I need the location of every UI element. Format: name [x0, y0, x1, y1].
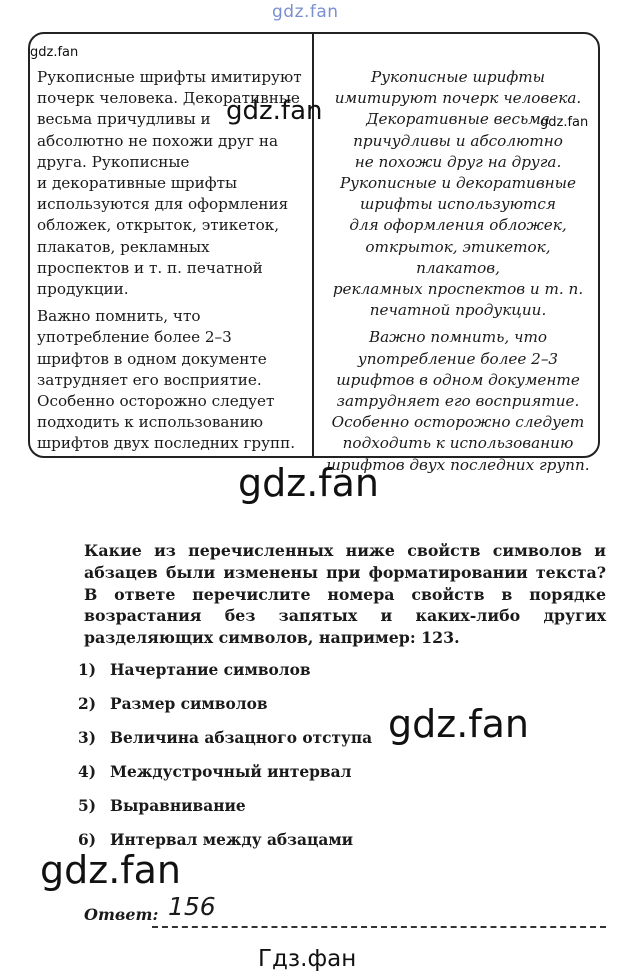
answer-label: Ответ:: [84, 905, 159, 924]
watermark-mid: gdz.fan: [226, 96, 323, 126]
table-text-line: шрифтов в одном документе: [37, 349, 267, 368]
option-item: [78, 797, 372, 831]
answer-line: [152, 926, 606, 928]
table-text-line: для оформления обложек,: [349, 216, 567, 235]
watermark-center: gdz.fan: [238, 461, 380, 505]
table-text-line: не похожи друг на друга.: [354, 152, 562, 171]
watermark-left: gdz.fan: [40, 848, 182, 892]
watermark-bottom: Гдз.фан: [258, 946, 357, 972]
left-paragraph-2: [37, 306, 307, 454]
watermark-box-right: gdz.fan: [540, 115, 589, 130]
table-text-line: Декоративные весьма: [366, 110, 550, 129]
option-number: 4): [78, 763, 96, 781]
table-text-line: весьма причудливы и: [37, 110, 211, 129]
option-label: Величина абзацного отступа: [110, 729, 373, 747]
table-text-line: Особенно осторожно следует: [331, 413, 585, 432]
question-text: Какие из перечисленных ниже свойств символов и абзацев были изменены при форматировании текста? В ответе перечислите номера свойств в порядке возрастания без запятых и каких-либо других разделяющих символов, например: 123.: [84, 541, 606, 648]
option-item: [78, 695, 372, 729]
table-text-line: употребление более 2–3: [37, 328, 232, 347]
table-text-line: причудливы и абсолютно: [353, 131, 563, 150]
answer-value[interactable]: 156: [168, 892, 216, 921]
option-number: 1): [78, 661, 96, 679]
table-text-line: затрудняет его восприятие.: [37, 370, 262, 389]
table-text-line: шрифтов двух последних групп.: [326, 455, 590, 474]
option-number: 5): [78, 797, 96, 815]
table-text-line: печатной продукции.: [369, 301, 547, 320]
watermark-top: gdz.fan: [272, 2, 339, 22]
option-item: [78, 661, 372, 695]
table-text-line: затрудняет его восприятие.: [336, 392, 580, 411]
table-text-line: и декоративные шрифты: [37, 174, 238, 193]
table-text-line: шрифты используются: [360, 195, 556, 214]
option-label: Выравнивание: [110, 797, 246, 815]
option-item: [78, 729, 372, 763]
table-text-line: рекламных проспектов и т. п.: [332, 280, 584, 299]
table-text-line: проспектов и т. п. печатной: [37, 258, 263, 277]
options-list: [78, 661, 372, 865]
table-text-line: плакатов, рекламных: [37, 237, 210, 256]
watermark-box-left: gdz.fan: [30, 45, 79, 60]
option-label: Междустрочный интервал: [110, 763, 352, 781]
original-text-cell: [37, 67, 307, 461]
table-text-line: почерк человека. Декоративные: [37, 89, 300, 108]
table-text-line: имитируют почерк человека.: [334, 89, 582, 108]
option-number: 3): [78, 729, 96, 747]
option-item: [78, 763, 372, 797]
table-text-line: Важно помнить, что: [368, 328, 548, 347]
option-number: 2): [78, 695, 96, 713]
table-text-line: абсолютно не похожи друг на: [37, 131, 279, 150]
table-text-line: подходить к использованию: [342, 434, 574, 453]
table-text-line: шрифтов двух последних групп.: [37, 434, 296, 453]
table-text-line: Рукописные шрифты имитируют: [37, 68, 302, 86]
table-text-line: шрифтов в одном документе: [336, 370, 580, 389]
table-text-line: Особенно осторожно следует: [37, 392, 275, 411]
table-text-line: Важно помнить, что: [37, 307, 201, 326]
table-text-line: продукции.: [37, 280, 129, 299]
option-label: Интервал между абзацами: [110, 831, 354, 849]
table-text-line: обложек, открыток, этикеток,: [37, 216, 280, 235]
table-text-line: Рукописные и декоративные: [339, 174, 577, 193]
table-text-line: открыток, этикеток, плакатов,: [365, 237, 551, 277]
option-number: 6): [78, 831, 96, 849]
right-paragraph-1: [322, 67, 594, 321]
table-text-line: употребление более 2–3: [357, 349, 559, 368]
table-text-line: Рукописные шрифты: [370, 68, 546, 86]
option-label: Начертание символов: [110, 661, 311, 679]
table-text-line: друга. Рукописные: [37, 152, 190, 171]
right-paragraph-2: [322, 327, 594, 475]
table-text-line: подходить к использованию: [37, 413, 263, 432]
table-text-line: используются для оформления: [37, 195, 289, 214]
watermark-right: gdz.fan: [388, 702, 530, 746]
option-label: Размер символов: [110, 695, 268, 713]
